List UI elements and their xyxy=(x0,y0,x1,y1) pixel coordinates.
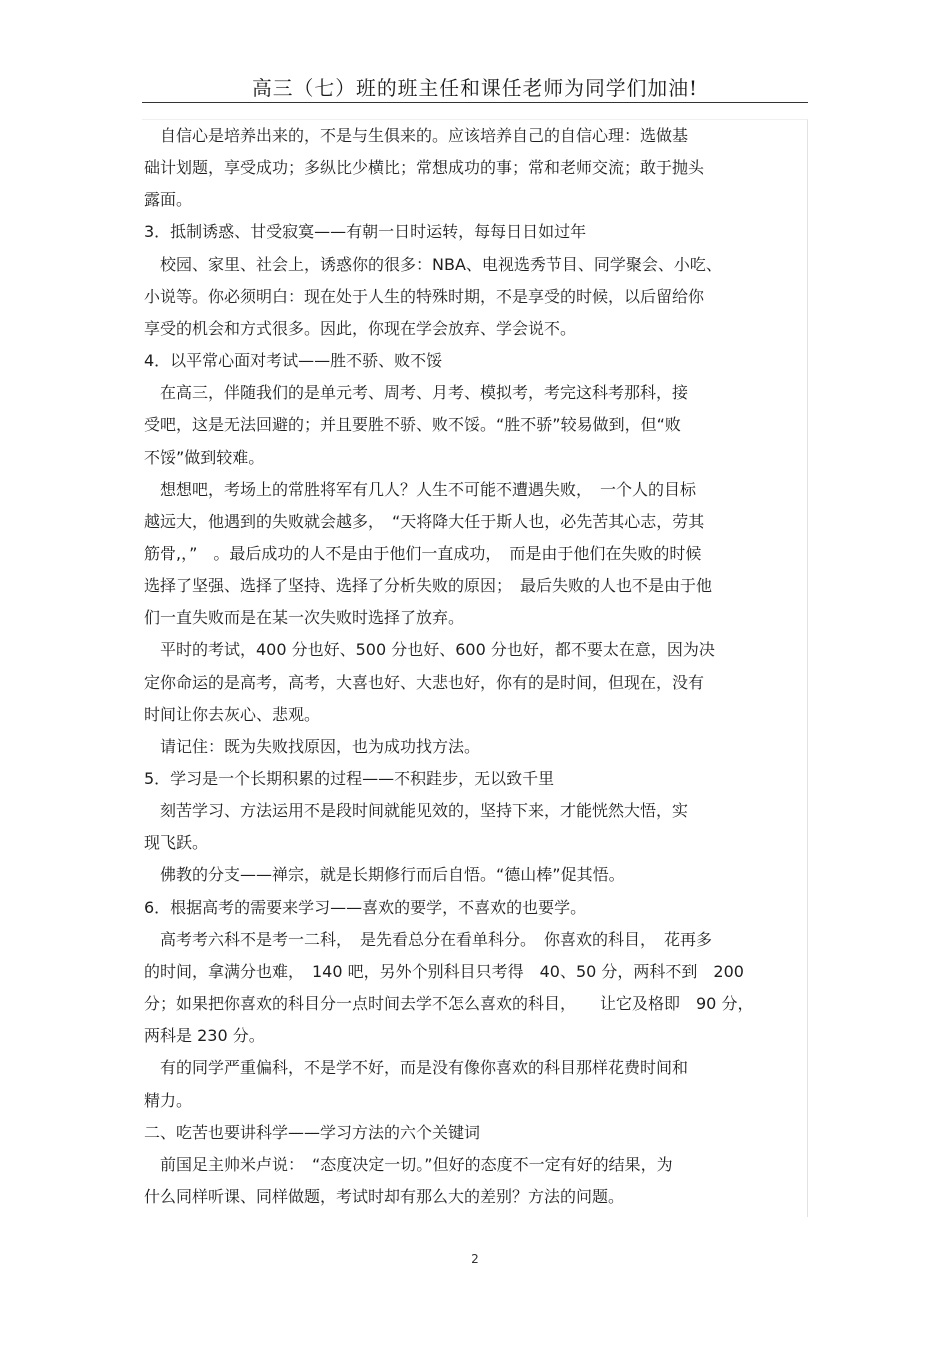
text-line: 3．抵制诱惑、甘受寂寞——有朝一日时运转，每每日日如过年 xyxy=(144,222,587,242)
text-line: 前国足主帅米卢说： “态度决定一切。”但好的态度不一定有好的结果，为 xyxy=(144,1154,673,1174)
text-line: 二、吃苦也要讲科学——学习方法的六个关键词 xyxy=(144,1122,481,1142)
text-line: 想想吧，考场上的常胜将军有几人？人生不可能不遭遇失败， 一个人的目标 xyxy=(144,479,697,499)
text-line: 的时间，拿满分也难， 140 吧，另外个别科目只考得 40、50 分，两科不到 200 xyxy=(144,961,744,981)
text-line: 什么同样听课、同样做题，考试时却有那么大的差别？方法的问题。 xyxy=(144,1187,625,1206)
text-line: 筋骨,，” 。最后成功的人不是由于他们一直成功， 而是由于他们在失败的时候 xyxy=(144,544,702,563)
text-line: 露面。 xyxy=(144,190,193,210)
text-line: 刻苦学习、方法运用不是段时间就能见效的，坚持下来，才能恍然大悟，实 xyxy=(144,801,689,821)
text-line: 在高三，伴随我们的是单元考、周考、月考、模拟考，考完这科考那科，接 xyxy=(144,383,689,403)
text-line: 越远大，他遇到的失败就会越多， “天将降大任于斯人也，必先苦其心志，劳其 xyxy=(144,511,705,531)
text-line: 定你命运的是高考，高考，大喜也好、大悲也好，你有的是时间，但现在，没有 xyxy=(144,672,705,692)
text-line: 础计划题，享受成功；多纵比少横比；常想成功的事；常和老师交流；敢于抛头 xyxy=(144,158,705,178)
header-title: 高三（七）班的班主任和课任老师为同学们加油! xyxy=(251,76,698,100)
text-line: 6．根据高考的需要来学习——喜欢的要学，不喜欢的也要学。 xyxy=(144,897,587,917)
text-line: 佛教的分支——禅宗，就是长期修行而后自悟。“德山棒”促其悟。 xyxy=(144,865,625,885)
text-line: 享受的机会和方式很多。因此，你现在学会放弃、学会说不。 xyxy=(144,318,577,338)
text-line: 4．以平常心面对考试——胜不骄、败不馁 xyxy=(144,351,443,370)
text-frame xyxy=(142,119,808,1217)
text-line: 时间让你去灰心、悲观。 xyxy=(144,704,321,724)
text-line: 现飞跃。 xyxy=(144,833,209,853)
text-line: 自信心是培养出来的，不是与生俱来的。应该培养自己的自信心理：选做基 xyxy=(144,126,689,145)
text-line: 校园、家里、社会上，诱惑你的很多：NBA、电视选秀节目、同学聚会、小吃、 xyxy=(144,254,722,274)
text-line: 有的同学严重偏科，不是学不好，而是没有像你喜欢的科目那样花费时间和 xyxy=(144,1058,689,1078)
page-header xyxy=(142,70,808,103)
text-line: 选择了坚强、选择了坚持、选择了分析失败的原因； 最后失败的人也不是由于他 xyxy=(144,576,713,596)
text-line: 分；如果把你喜欢的科目分一点时间去学不怎么喜欢的科目， 让它及格即 90 分， xyxy=(144,994,754,1013)
text-line: 两科是 230 分。 xyxy=(144,1026,265,1046)
page-number: 2 xyxy=(471,1252,479,1266)
text-line: 请记住：既为失败找原因，也为成功找方法。 xyxy=(144,736,481,756)
text-line: 高考考六科不是考一二科， 是先看总分在看单科分。 你喜欢的科目， 花再多 xyxy=(144,929,713,949)
text-line: 小说等。你必须明白：现在处于人生的特殊时期，不是享受的时候，以后留给你 xyxy=(144,286,705,306)
text-line: 5．学习是一个长期积累的过程——不积跬步，无以致千里 xyxy=(144,769,555,788)
text-line: 受吧，这是无法回避的；并且要胜不骄、败不馁。“胜不骄”较易做到，但“败 xyxy=(144,415,681,435)
text-line: 平时的考试，400 分也好、500 分也好、600 分也好，都不要太在意，因为决 xyxy=(144,640,715,660)
text-line: 精力。 xyxy=(144,1090,193,1110)
text-line: 不馁”做到较难。 xyxy=(144,447,265,467)
text-line: 们一直失败而是在某一次失败时选择了放弃。 xyxy=(144,608,465,628)
